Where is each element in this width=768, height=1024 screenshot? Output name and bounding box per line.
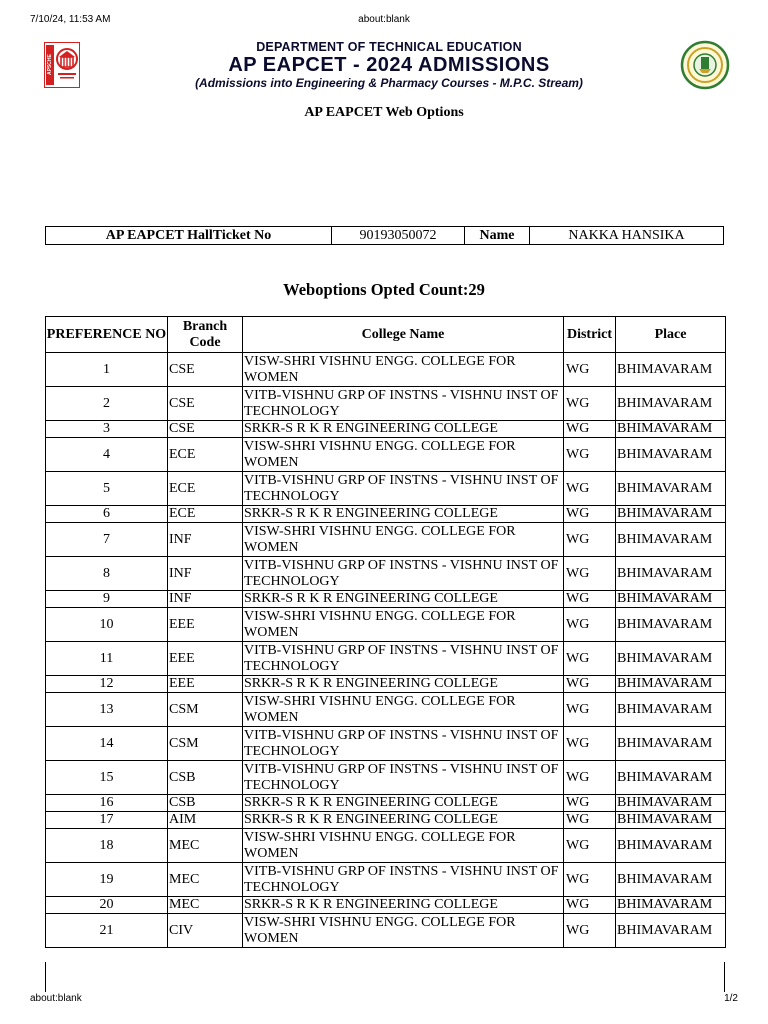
table-row (46, 523, 726, 557)
preference-no-cell: 16 (46, 795, 168, 812)
district-cell: WG (564, 693, 616, 727)
college-name-cell: SRKR-S R K R ENGINEERING COLLEGE (243, 506, 564, 523)
college-name-cell: VISW-SHRI VISHNU ENGG. COLLEGE FOR WOMEN (243, 438, 564, 472)
preference-no-cell: 8 (46, 557, 168, 591)
preference-no-cell: 21 (46, 914, 168, 948)
district-cell: WG (564, 897, 616, 914)
branch-code-cell: CSB (168, 795, 243, 812)
preference-no-cell: 7 (46, 523, 168, 557)
preference-no-cell: 19 (46, 863, 168, 897)
name-label: Name (465, 227, 530, 245)
ap-govt-emblem-icon (680, 40, 730, 90)
place-cell: BHIMAVARAM (616, 727, 726, 761)
district-cell: WG (564, 353, 616, 387)
preference-no-cell: 12 (46, 676, 168, 693)
college-name-cell: SRKR-S R K R ENGINEERING COLLEGE (243, 421, 564, 438)
admissions-title: AP EAPCET - 2024 ADMISSIONS (228, 54, 550, 76)
banner-titles (44, 38, 734, 90)
district-cell: WG (564, 421, 616, 438)
table-row (46, 591, 726, 608)
table-row (46, 557, 726, 591)
college-name-cell: VISW-SHRI VISHNU ENGG. COLLEGE FOR WOMEN (243, 693, 564, 727)
college-name-cell: VISW-SHRI VISHNU ENGG. COLLEGE FOR WOMEN (243, 608, 564, 642)
table-row (46, 795, 726, 812)
table-header-row (46, 317, 726, 353)
department-title: DEPARTMENT OF TECHNICAL EDUCATION (256, 40, 522, 54)
branch-code-cell: ECE (168, 506, 243, 523)
preference-no-cell: 18 (46, 829, 168, 863)
district-cell: WG (564, 863, 616, 897)
preferences-table-body (46, 353, 726, 948)
college-name-cell: VITB-VISHNU GRP OF INSTNS - VISHNU INST OF TECHNOLOGY (243, 642, 564, 676)
branch-code-cell: EEE (168, 608, 243, 642)
preference-no-cell: 1 (46, 353, 168, 387)
branch-code-cell: CSM (168, 693, 243, 727)
place-cell: BHIMAVARAM (616, 506, 726, 523)
table-row (46, 387, 726, 421)
preference-no-cell: 5 (46, 472, 168, 506)
place-cell: BHIMAVARAM (616, 421, 726, 438)
branch-code-cell: AIM (168, 812, 243, 829)
col-header-preference-no: PREFERENCE NO (46, 317, 168, 353)
branch-code-cell: CSE (168, 387, 243, 421)
district-cell: WG (564, 523, 616, 557)
hallticket-number: 90193050072 (332, 227, 465, 245)
preference-no-cell: 4 (46, 438, 168, 472)
district-cell: WG (564, 642, 616, 676)
college-name-cell: VISW-SHRI VISHNU ENGG. COLLEGE FOR WOMEN (243, 829, 564, 863)
place-cell: BHIMAVARAM (616, 642, 726, 676)
print-header (0, 14, 768, 30)
branch-code-cell: ECE (168, 438, 243, 472)
place-cell: BHIMAVARAM (616, 676, 726, 693)
branch-code-cell: EEE (168, 676, 243, 693)
district-cell: WG (564, 795, 616, 812)
table-row (46, 897, 726, 914)
place-cell: BHIMAVARAM (616, 472, 726, 506)
district-cell: WG (564, 591, 616, 608)
district-cell: WG (564, 506, 616, 523)
college-name-cell: VITB-VISHNU GRP OF INSTNS - VISHNU INST OF TECHNOLOGY (243, 727, 564, 761)
branch-code-cell: MEC (168, 863, 243, 897)
table-continuation (45, 962, 725, 992)
place-cell: BHIMAVARAM (616, 438, 726, 472)
table-row (46, 863, 726, 897)
print-url: about:blank (358, 14, 410, 25)
table-row (46, 642, 726, 676)
col-header-branch-code: Branch Code (168, 317, 243, 353)
branch-code-cell: INF (168, 591, 243, 608)
place-cell: BHIMAVARAM (616, 795, 726, 812)
college-name-cell: VITB-VISHNU GRP OF INSTNS - VISHNU INST OF TECHNOLOGY (243, 472, 564, 506)
place-cell: BHIMAVARAM (616, 914, 726, 948)
table-row (46, 914, 726, 948)
college-name-cell: VITB-VISHNU GRP OF INSTNS - VISHNU INST OF TECHNOLOGY (243, 557, 564, 591)
college-name-cell: VISW-SHRI VISHNU ENGG. COLLEGE FOR WOMEN (243, 914, 564, 948)
place-cell: BHIMAVARAM (616, 608, 726, 642)
col-header-college-name: College Name (243, 317, 564, 353)
place-cell: BHIMAVARAM (616, 523, 726, 557)
branch-code-cell: CSE (168, 353, 243, 387)
district-cell: WG (564, 438, 616, 472)
place-cell: BHIMAVARAM (616, 761, 726, 795)
branch-code-cell: EEE (168, 642, 243, 676)
college-name-cell: VITB-VISHNU GRP OF INSTNS - VISHNU INST OF TECHNOLOGY (243, 387, 564, 421)
table-row (46, 353, 726, 387)
hallticket-row (46, 227, 724, 245)
district-cell: WG (564, 812, 616, 829)
branch-code-cell: CSM (168, 727, 243, 761)
preference-no-cell: 11 (46, 642, 168, 676)
place-cell: BHIMAVARAM (616, 897, 726, 914)
college-name-cell: VITB-VISHNU GRP OF INSTNS - VISHNU INST OF TECHNOLOGY (243, 761, 564, 795)
col-header-district: District (564, 317, 616, 353)
college-name-cell: SRKR-S R K R ENGINEERING COLLEGE (243, 795, 564, 812)
branch-code-cell: CSB (168, 761, 243, 795)
table-row (46, 761, 726, 795)
district-cell: WG (564, 727, 616, 761)
weboptions-count: Weboptions Opted Count:29 (283, 280, 485, 299)
college-name-cell: SRKR-S R K R ENGINEERING COLLEGE (243, 591, 564, 608)
district-cell: WG (564, 761, 616, 795)
table-row (46, 506, 726, 523)
place-cell: BHIMAVARAM (616, 863, 726, 897)
page-number: 1/2 (724, 993, 738, 1004)
branch-code-cell: CIV (168, 914, 243, 948)
branch-code-cell: INF (168, 557, 243, 591)
college-name-cell: SRKR-S R K R ENGINEERING COLLEGE (243, 812, 564, 829)
footer-url: about:blank (30, 993, 82, 1004)
table-row (46, 472, 726, 506)
table-row (46, 421, 726, 438)
district-cell: WG (564, 676, 616, 693)
branch-code-cell: INF (168, 523, 243, 557)
college-name-cell: SRKR-S R K R ENGINEERING COLLEGE (243, 897, 564, 914)
preference-no-cell: 15 (46, 761, 168, 795)
branch-code-cell: MEC (168, 829, 243, 863)
preference-no-cell: 13 (46, 693, 168, 727)
admissions-banner (44, 38, 734, 94)
place-cell: BHIMAVARAM (616, 387, 726, 421)
district-cell: WG (564, 472, 616, 506)
preference-no-cell: 17 (46, 812, 168, 829)
print-footer (0, 993, 768, 1009)
hallticket-table (45, 226, 724, 245)
district-cell: WG (564, 387, 616, 421)
preference-no-cell: 14 (46, 727, 168, 761)
preference-no-cell: 20 (46, 897, 168, 914)
preference-no-cell: 10 (46, 608, 168, 642)
table-row (46, 727, 726, 761)
district-cell: WG (564, 608, 616, 642)
table-row (46, 829, 726, 863)
college-name-cell: SRKR-S R K R ENGINEERING COLLEGE (243, 676, 564, 693)
table-row (46, 693, 726, 727)
print-datetime: 7/10/24, 11:53 AM (30, 14, 111, 25)
branch-code-cell: CSE (168, 421, 243, 438)
preference-no-cell: 9 (46, 591, 168, 608)
table-row (46, 812, 726, 829)
district-cell: WG (564, 914, 616, 948)
preference-no-cell: 2 (46, 387, 168, 421)
table-row (46, 438, 726, 472)
table-row (46, 608, 726, 642)
place-cell: BHIMAVARAM (616, 812, 726, 829)
admissions-subtitle: (Admissions into Engineering & Pharmacy Courses - M.P.C. Stream) (195, 76, 583, 90)
place-cell: BHIMAVARAM (616, 591, 726, 608)
apsche-logo-text: APSCHE (46, 45, 54, 85)
table-row (46, 676, 726, 693)
candidate-name: NAKKA HANSIKA (530, 227, 724, 245)
branch-code-cell: MEC (168, 897, 243, 914)
preferences-table (45, 316, 726, 948)
preference-no-cell: 6 (46, 506, 168, 523)
place-cell: BHIMAVARAM (616, 829, 726, 863)
branch-code-cell: ECE (168, 472, 243, 506)
page-title: AP EAPCET Web Options (304, 105, 464, 120)
college-name-cell: VISW-SHRI VISHNU ENGG. COLLEGE FOR WOMEN (243, 523, 564, 557)
preference-no-cell: 3 (46, 421, 168, 438)
place-cell: BHIMAVARAM (616, 557, 726, 591)
district-cell: WG (564, 829, 616, 863)
college-name-cell: VITB-VISHNU GRP OF INSTNS - VISHNU INST OF TECHNOLOGY (243, 863, 564, 897)
col-header-place: Place (616, 317, 726, 353)
district-cell: WG (564, 557, 616, 591)
place-cell: BHIMAVARAM (616, 693, 726, 727)
college-name-cell: VISW-SHRI VISHNU ENGG. COLLEGE FOR WOMEN (243, 353, 564, 387)
place-cell: BHIMAVARAM (616, 353, 726, 387)
hallticket-label: AP EAPCET HallTicket No (46, 227, 332, 245)
